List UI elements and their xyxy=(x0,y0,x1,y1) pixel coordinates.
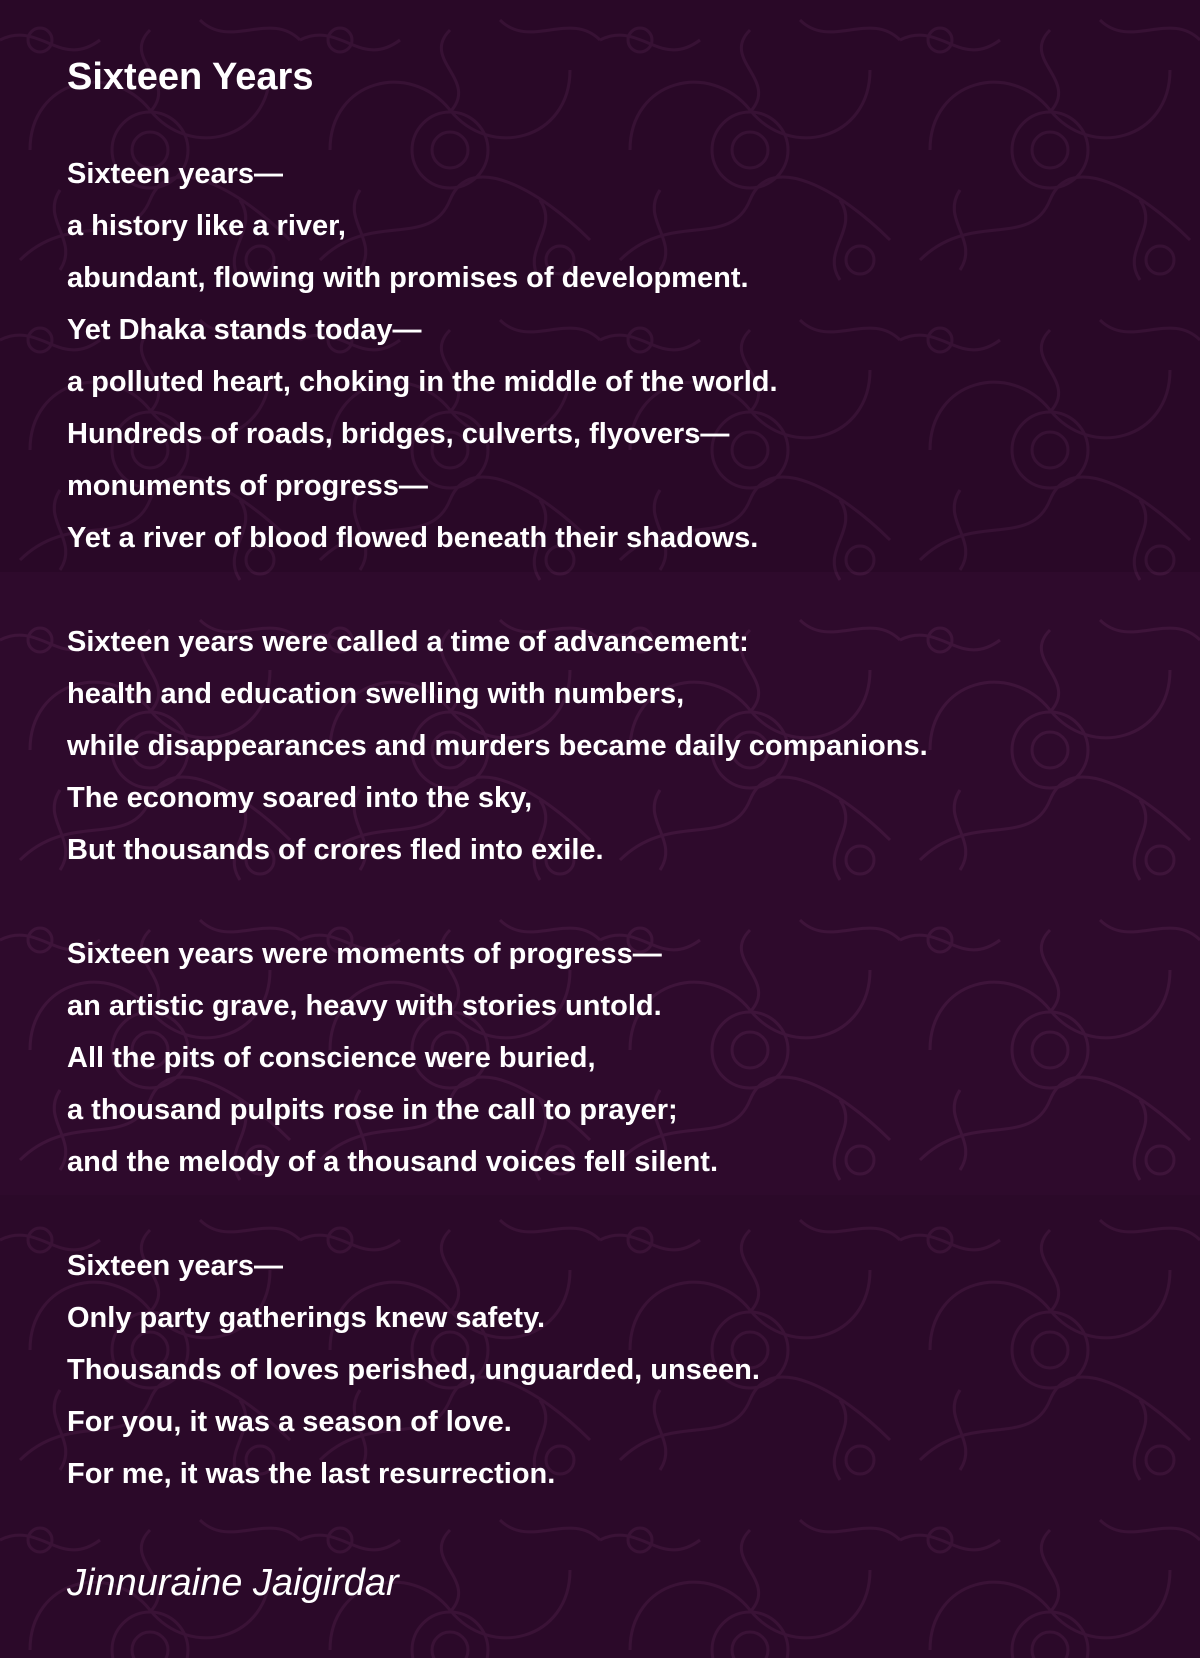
poem-line: But thousands of crores fled into exile. xyxy=(67,834,604,866)
poem-line: health and education swelling with numbers, xyxy=(67,678,685,710)
poem-line: Yet Dhaka stands today— xyxy=(67,314,422,346)
author-name: Jinnuraine Jaigirdar xyxy=(67,1562,399,1604)
poem-line: For you, it was a season of love. xyxy=(67,1406,512,1438)
poem-line: Sixteen years were moments of progress— xyxy=(67,938,662,970)
stanza-1 xyxy=(67,148,778,564)
poem-line: Thousands of loves perished, unguarded, unseen. xyxy=(67,1354,760,1386)
poem-line: a polluted heart, choking in the middle of the world. xyxy=(67,366,778,398)
poem-line: a thousand pulpits rose in the call to prayer; xyxy=(67,1094,678,1126)
poem-line: while disappearances and murders became daily companions. xyxy=(67,730,928,762)
poem-line: Sixteen years— xyxy=(67,158,284,190)
poem-line: All the pits of conscience were buried, xyxy=(67,1042,596,1074)
poem-line: For me, it was the last resurrection. xyxy=(67,1458,556,1490)
poem-line: Sixteen years were called a time of advancement: xyxy=(67,626,749,658)
poem-line: Only party gatherings knew safety. xyxy=(67,1302,546,1334)
poem-title: Sixteen Years xyxy=(67,56,314,98)
poem-line: Yet a river of blood flowed beneath their shadows. xyxy=(67,522,759,554)
stanza-2 xyxy=(67,616,928,876)
poem-line: monuments of progress— xyxy=(67,470,428,502)
poem-line: a history like a river, xyxy=(67,210,346,242)
poem-line: an artistic grave, heavy with stories untold. xyxy=(67,990,662,1022)
poem-line: Hundreds of roads, bridges, culverts, flyovers— xyxy=(67,418,730,450)
poem-line: and the melody of a thousand voices fell silent. xyxy=(67,1146,719,1178)
poem-line: Sixteen years— xyxy=(67,1250,284,1282)
stanza-4 xyxy=(67,1240,760,1500)
poem-line: The economy soared into the sky, xyxy=(67,782,533,814)
poem-line: abundant, flowing with promises of development. xyxy=(67,262,749,294)
stanza-3 xyxy=(67,928,718,1188)
